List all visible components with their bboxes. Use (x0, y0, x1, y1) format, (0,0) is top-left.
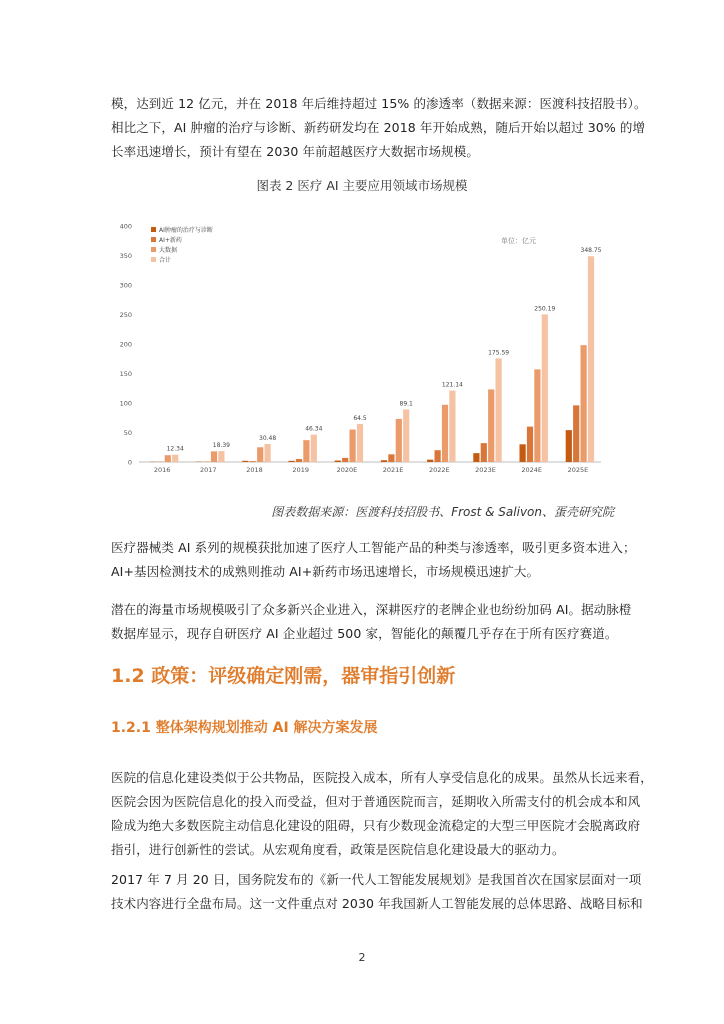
bar-合计 (449, 391, 455, 462)
bar-大数据 (488, 389, 494, 462)
total-data-label: 18.39 (212, 442, 230, 450)
bar-AI+新药 (435, 450, 441, 462)
subsection-heading: 1.2.1 整体架构规划推动 AI 解决方案发展 (111, 720, 378, 736)
section-heading: 1.2 政策：评级确定刚需，器审指引创新 (111, 665, 456, 687)
legend-label: 大数据 (159, 247, 178, 254)
x-tick-label: 2017 (200, 466, 217, 474)
bar-合计 (218, 451, 224, 462)
bar-合计 (357, 424, 363, 462)
y-tick-label: 250 (119, 311, 132, 319)
text-line: 险成为绝大多数医院主动信息化建设的阻碍，只有少数现金流稳定的大型三甲医院才会脱离政府 (111, 818, 641, 833)
market-size-bar-chart (111, 216, 611, 484)
page-number: 2 (358, 951, 366, 964)
text-line: 技术内容进行全盘布局。这一文件重点对 2030 年我国新人工智能发展的总体思路、战略目标和 (111, 896, 643, 911)
bar-AI肿瘤的治疗与诊断 (566, 430, 572, 462)
bar-合计 (496, 358, 502, 462)
y-tick-label: 400 (119, 222, 132, 231)
bar-合计 (172, 455, 178, 462)
x-tick-label: 2018 (246, 466, 263, 474)
bar-AI+新药 (527, 427, 533, 462)
bar-大数据 (165, 455, 171, 462)
bar-AI肿瘤的治疗与诊断 (335, 461, 341, 462)
text-line: 指引，进行创新性的尝试。从宏观角度看，政策是医院信息化建设最大的驱动力。 (111, 842, 565, 857)
x-tick-label: 2022E (428, 466, 450, 474)
legend-label: AI肿瘤的治疗与诊断 (159, 227, 213, 234)
bar-AI肿瘤的治疗与诊断 (381, 460, 387, 462)
text-line: 模，达到近 12 亿元，并在 2018 年后维持超过 15% 的渗透率（数据来源：医渡科技招股书）。 (111, 96, 647, 111)
text-line: 医院会因为医院信息化的投入而受益，但对于普通医院而言，延期收入所需支付的机会成本和风 (111, 794, 641, 809)
x-tick-label: 2024E (521, 466, 543, 474)
y-tick-label: 100 (119, 399, 132, 408)
bar-AI+新药 (388, 454, 394, 462)
text-line: 2017 年 7 月 20 日，国务院发布的《新一代人工智能发展规划》是我国首次在国家层面对一项 (111, 872, 642, 887)
bar-大数据 (211, 451, 217, 462)
bar-AI肿瘤的治疗与诊断 (473, 453, 479, 462)
bar-AI+新药 (342, 458, 348, 462)
bar-大数据 (396, 419, 402, 462)
bar-AI肿瘤的治疗与诊断 (520, 444, 526, 462)
total-data-label: 121.14 (441, 381, 463, 389)
figure-caption: 图表 2 医疗 AI 主要应用领域市场规模 (256, 178, 468, 193)
bar-合计 (403, 409, 409, 462)
y-tick-label: 50 (123, 429, 132, 437)
bar-大数据 (303, 440, 309, 462)
text-line: 数据库显示，现存自研医疗 AI 企业超过 500 家，智能化的颠覆几乎存在于所有医疗赛道。 (111, 626, 618, 641)
text-line: 长率迅速增长，预计有望在 2030 年前超越医疗大数据市场规模。 (111, 144, 479, 159)
bar-合计 (588, 256, 594, 462)
figure-source: 图表数据来源：医渡科技招股书、Frost & Salivon、蛋壳研究院 (271, 505, 614, 519)
bar-AI+新药 (573, 405, 579, 462)
y-tick-label: 0 (127, 458, 132, 467)
paragraph-market (111, 598, 632, 646)
bar-大数据 (534, 369, 540, 462)
total-data-label: 175.59 (488, 349, 510, 357)
bar-合计 (265, 444, 271, 462)
text-line: 相比之下，AI 肿瘤的治疗与诊断、新药研发均在 2018 年开始成熟，随后开始以超过 30% 的增 (111, 120, 646, 135)
bar-AI肿瘤的治疗与诊断 (289, 461, 295, 462)
y-tick-label: 300 (119, 281, 132, 290)
total-data-label: 250.19 (534, 305, 556, 313)
bar-AI+新药 (481, 443, 487, 462)
bar-AI+新药 (296, 459, 302, 462)
legend-swatch (151, 257, 156, 262)
unit-label: 单位：亿元 (501, 237, 536, 245)
total-data-label: 64.5 (353, 414, 367, 422)
x-tick-label: 2019 (292, 466, 309, 474)
y-tick-label: 350 (119, 252, 132, 260)
y-tick-label: 200 (119, 340, 132, 349)
x-tick-label: 2020E (336, 466, 358, 474)
paragraph-devices (111, 536, 636, 584)
text-line: 医院的信息化建设类似于公共物品，医院投入成本，所有人享受信息化的成果。虽然从长远来看， (111, 770, 653, 785)
bar-AI肿瘤的治疗与诊断 (427, 460, 433, 462)
text-line: 潜在的海量市场规模吸引了众多新兴企业进入，深耕医疗的老牌企业也纷纷加码 AI。据动脉橙 (111, 602, 632, 617)
x-tick-label: 2021E (382, 466, 404, 474)
total-data-label: 46.34 (305, 425, 323, 433)
x-tick-label: 2023E (475, 466, 496, 474)
legend-swatch (151, 227, 156, 232)
intro-paragraph (111, 92, 647, 164)
bar-合计 (542, 314, 548, 462)
paragraph-policy-2 (111, 868, 643, 916)
x-tick-label: 2025E (567, 466, 589, 474)
legend-label: 合计 (159, 257, 172, 264)
total-data-label: 12.34 (166, 445, 184, 453)
bar-大数据 (581, 345, 587, 462)
total-data-label: 348.75 (580, 247, 602, 255)
bar-大数据 (257, 447, 263, 462)
bar-合计 (311, 435, 317, 462)
total-data-label: 30.48 (259, 435, 277, 443)
paragraph-policy-1 (111, 766, 653, 862)
text-line: AI+基因检测技术的成熟则推动 AI+新药市场迅速增长，市场规模迅速扩大。 (111, 564, 540, 579)
total-data-label: 89.1 (399, 400, 413, 408)
legend-swatch (151, 247, 156, 252)
y-tick-label: 150 (119, 370, 132, 378)
bar-大数据 (442, 405, 448, 462)
bar-AI+新药 (250, 461, 256, 462)
legend-label: AI+新药 (159, 237, 182, 244)
bar-大数据 (350, 430, 356, 462)
bar-AI肿瘤的治疗与诊断 (242, 461, 248, 462)
legend-swatch (151, 237, 156, 242)
x-tick-label: 2016 (153, 466, 171, 474)
text-line: 医疗器械类 AI 系列的规模获批加速了医疗人工智能产品的种类与渗透率，吸引更多资本进入； (111, 540, 636, 555)
